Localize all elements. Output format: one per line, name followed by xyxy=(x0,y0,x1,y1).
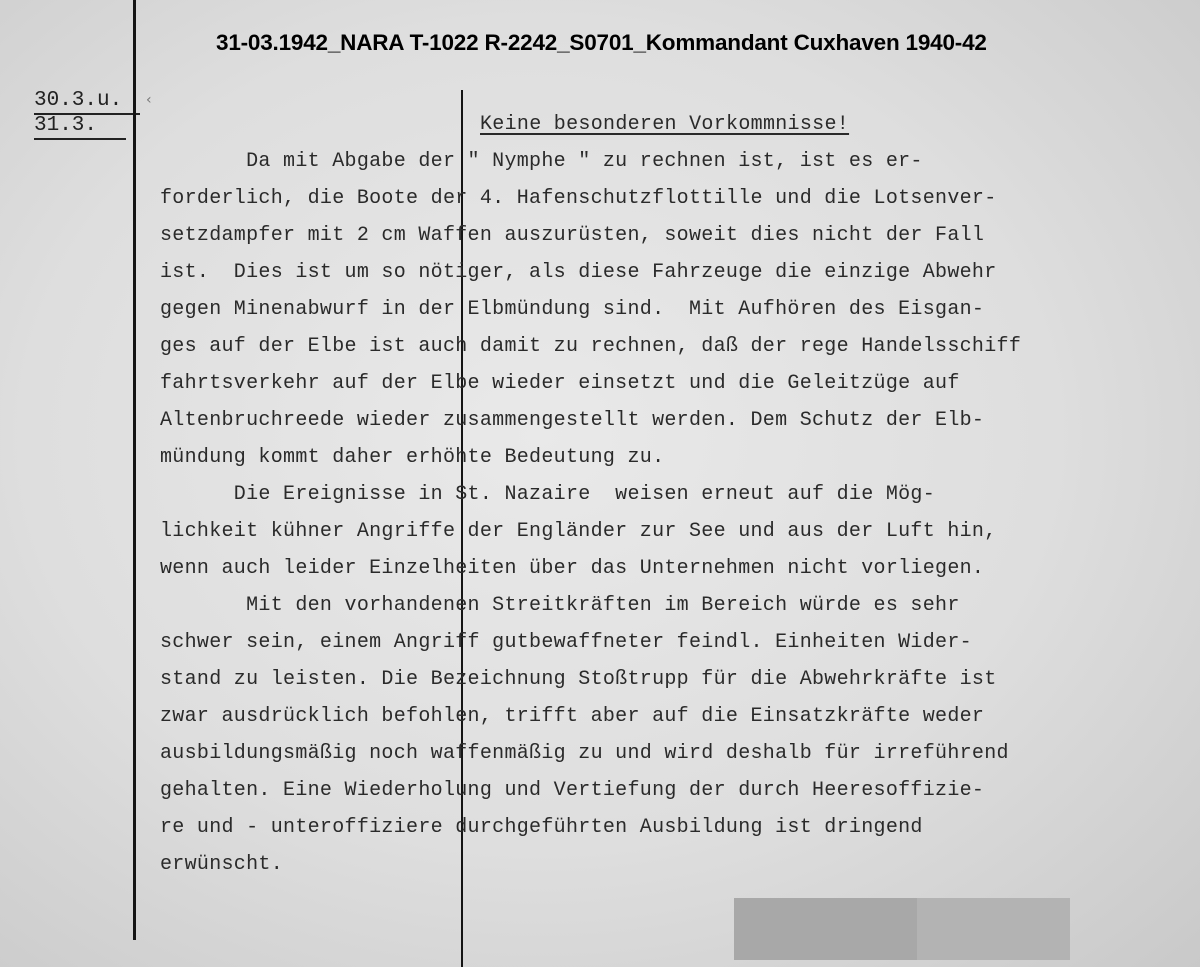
redaction-block-2 xyxy=(917,898,1070,960)
redaction-block-1 xyxy=(734,898,917,960)
margin-date-2: 31.3. xyxy=(34,114,98,137)
document-title: Keine besonderen Vorkommnisse! xyxy=(480,113,850,136)
text-line: zwar ausdrücklich befohlen, trifft aber auf die Einsatzkräfte weder xyxy=(160,705,985,728)
text-line: lichkeit kühner Angriffe der Engländer zur See und aus der Luft hin, xyxy=(160,520,997,543)
text-line: setzdampfer mit 2 cm Waffen auszurüsten, soweit dies nicht der Fall xyxy=(160,224,985,247)
text-line: erwünscht. xyxy=(160,853,284,876)
margin-mark: ‹ xyxy=(146,92,152,108)
text-line: Die Ereignisse in St. Nazaire weisen erneut auf die Mög- xyxy=(160,483,936,506)
text-line: forderlich, die Boote der 4. Hafenschutzflottille und die Lotsenver- xyxy=(160,187,997,210)
paragraph-lines xyxy=(160,143,1190,883)
text-line: ges auf der Elbe ist auch damit zu rechnen, daß der rege Handelsschiff xyxy=(160,335,1022,358)
text-line: Altenbruchreede wieder zusammengestellt werden. Dem Schutz der Elb- xyxy=(160,409,985,432)
margin-date-1: 30.3.u. xyxy=(34,89,123,112)
text-line: re und - unteroffiziere durchgeführten Ausbildung ist dringend xyxy=(160,816,923,839)
date-underline-2 xyxy=(34,138,126,140)
text-line: fahrtsverkehr auf der Elbe wieder einsetzt und die Geleitzüge auf xyxy=(160,372,960,395)
text-line: mündung kommt daher erhöhte Bedeutung zu. xyxy=(160,446,665,469)
archive-caption: 31-03.1942_NARA T-1022 R-2242_S0701_Kommandant Cuxhaven 1940-42 xyxy=(216,30,987,55)
text-line: gegen Minenabwurf in der Elbmündung sind. Mit Aufhören des Eisgan- xyxy=(160,298,985,321)
text-line: wenn auch leider Einzelheiten über das Unternehmen nicht vorliegen. xyxy=(160,557,985,580)
text-line: schwer sein, einem Angriff gutbewaffneter feindl. Einheiten Wider- xyxy=(160,631,972,654)
text-line: ausbildungsmäßig noch waffenmäßig zu und wird deshalb für irreführend xyxy=(160,742,1009,765)
text-line: Da mit Abgabe der " Nymphe " zu rechnen ist, ist es er- xyxy=(160,150,923,173)
margin-rule-left xyxy=(133,0,136,940)
text-line: ist. Dies ist um so nötiger, als diese Fahrzeuge die einzige Abwehr xyxy=(160,261,997,284)
text-line: stand zu leisten. Die Bezeichnung Stoßtrupp für die Abwehrkräfte ist xyxy=(160,668,997,691)
text-line: Mit den vorhandenen Streitkräften im Bereich würde es sehr xyxy=(160,594,960,617)
text-line: gehalten. Eine Wiederholung und Vertiefung der durch Heeresoffizie- xyxy=(160,779,985,802)
document-body xyxy=(160,106,1190,883)
